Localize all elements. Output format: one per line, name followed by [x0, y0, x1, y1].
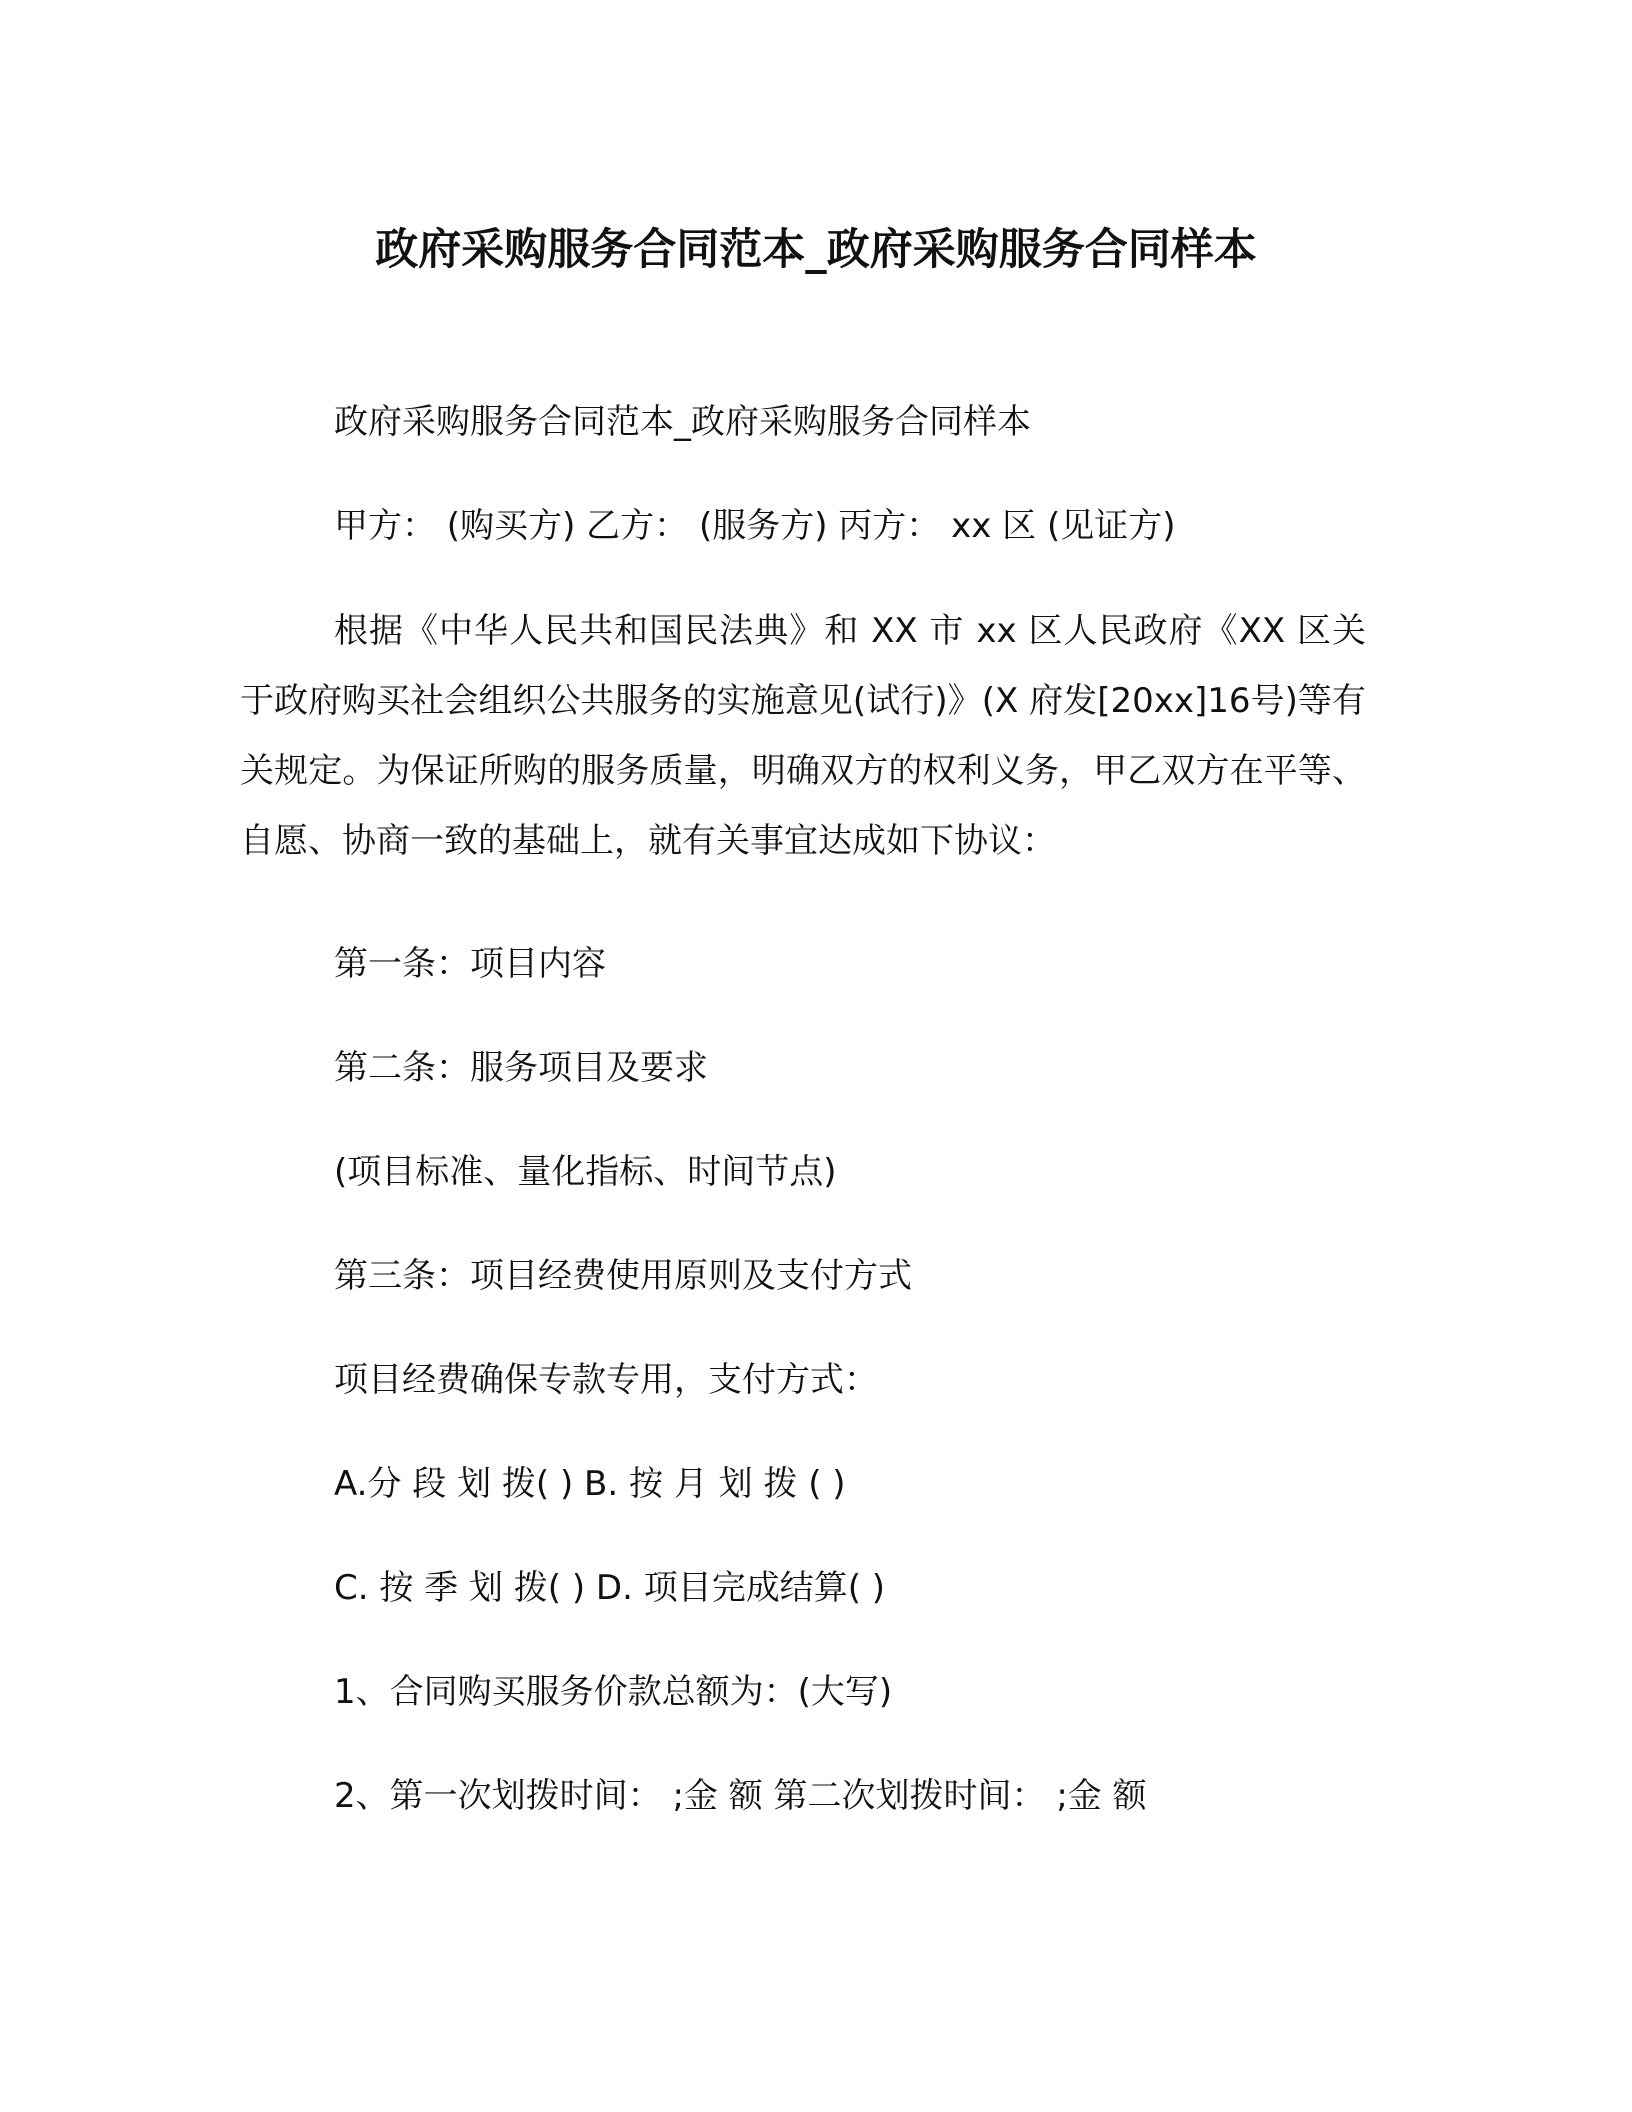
contract-parties: 甲方： (购买方) 乙方： (服务方) 丙方： xx 区 (见证方): [334, 506, 1176, 546]
payment-options-cd: C. 按 季 划 拨( ) D. 项目完成结算( ): [334, 1568, 886, 1608]
article-2-note: (项目标准、量化指标、时间节点): [334, 1152, 837, 1192]
payment-intro: 项目经费确保专款专用，支付方式：: [334, 1360, 878, 1400]
preamble-paragraph: 根据《中华人民共和国民法典》和 XX 市 xx 区人民政府《XX 区关于政府购买社会组织公共服务的实施意见(试行)》(X 府发[20xx]16号)等有关规定。为保证所购的服务质量，明确双方的权利义务，甲乙双方在平等、自愿、协商一致的基础上，就有关事宜达成如下协议：: [240, 611, 1366, 861]
document-subtitle: 政府采购服务合同范本_政府采购服务合同样本: [334, 402, 1031, 442]
article-2-heading: 第二条：服务项目及要求: [334, 1048, 708, 1088]
contract-item-2: 2、第一次划拨时间： ;金 额 第二次划拨时间： ;金 额: [334, 1776, 1147, 1816]
article-1-heading: 第一条：项目内容: [334, 944, 606, 984]
payment-options-ab: A.分 段 划 拨( ) B. 按 月 划 拨 ( ): [334, 1464, 846, 1504]
contract-item-1: 1、合同购买服务价款总额为：(大写): [334, 1672, 893, 1712]
article-3-heading: 第三条：项目经费使用原则及支付方式: [334, 1256, 912, 1296]
document-title: 政府采购服务合同范本_政府采购服务合同样本: [375, 225, 1257, 275]
